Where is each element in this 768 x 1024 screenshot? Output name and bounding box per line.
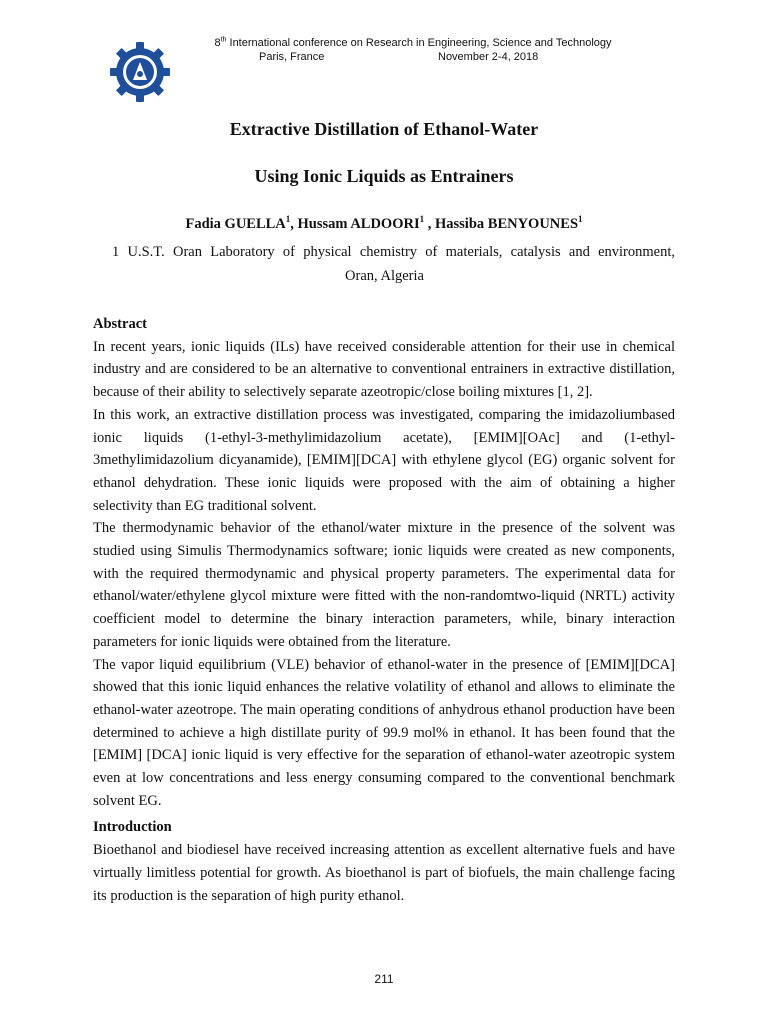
author-name: Hassiba BENYOUNES (434, 216, 579, 232)
author-name: Hussam ALDOORI (297, 216, 420, 232)
conference-location: Paris, France (259, 51, 325, 63)
abstract-paragraph: The vapor liquid equilibrium (VLE) behavior of ethanol-water in the presence of [EMIM][DCA] showed that this ionic liquid enhances the relative volatility of ethanol and allows to eliminate the ethanol-water azeotrope. The main operating conditions of anhydrous ethanol production have been determined to achieve a high distillate purity of 99.9 mol% in ethanol. It has been found that the [EMIM] [DCA] ionic liquid is very effective for the separation of ethanol-water azeotropic system even at low concentrations and less energy consuming compared to the conventional benchmark solvent EG. (93, 656, 675, 809)
abstract-paragraph: In recent years, ionic liquids (ILs) have received considerable attention for their use in chemical industry and are considered to be an alternative to conventional entrainers in extractive distillation, because of their ability to selectively separate azeotropic/close boiling mixtures [1, 2]. (93, 338, 675, 401)
paper-title-line2: Using Ionic Liquids as Entrainers (254, 166, 514, 186)
page-number: 211 (374, 972, 394, 986)
affiliation: 1 U.S.T. Oran Laboratory of physical chemistry of materials, catalysis and environment, Oran, Algeria (112, 244, 675, 284)
introduction-heading: Introduction (93, 819, 172, 836)
paper-title-line1: Extractive Distillation of Ethanol-Water (229, 119, 539, 139)
abstract-paragraph: In this work, an extractive distillation process was investigated, comparing the imidazoliumbased ionic liquids (1-ethyl-3-methylimidazolium acetate), [EMIM][OAc] and (1-ethyl-3methylimidazolium dicyanamide), [EMIM][DCA] with ethylene glycol (EG) organic solvent for ethanol dehydration. These ionic liquids were proposed with the aim of obtaining a higher selectivity than EG traditional solvent. (93, 406, 675, 514)
author-list: Fadia GUELLA$^1$, Hussam ALDOORI$^1$ , Hassiba BENYOUNES$^1$ (185, 214, 583, 232)
conference-header (130, 36, 696, 64)
conference-title: 8th International conference on Research in Engineering, Science and Technology (214, 36, 612, 49)
abstract-paragraph: The thermodynamic behavior of the ethanol/water mixture in the presence of the solvent was studied using Simulis Thermodynamics software; ionic liquids were created as new components, with the required thermodynamic and physical property parameters. The experimental data for ethanol/water/ethylene glycol mixture were fitted with the non-randomtwo-liquid (NRTL) activity coefficient model to determine the binary interaction parameters, while, binary interaction parameters for ionic liquids were obtained from the literature. (93, 520, 675, 650)
author-name: Fadia GUELLA (185, 216, 286, 232)
paper-body (93, 313, 675, 907)
abstract-heading: Abstract (93, 316, 147, 332)
introduction-paragraph: Bioethanol and biodiesel have received increasing attention as excellent alternative fuels and have virtually limitless potential for growth. As bioethanol is part of biofuels, the main challenge facing its production is the separation of high purity ethanol. (93, 842, 675, 904)
conference-dates: November 2-4, 2018 (438, 51, 539, 63)
